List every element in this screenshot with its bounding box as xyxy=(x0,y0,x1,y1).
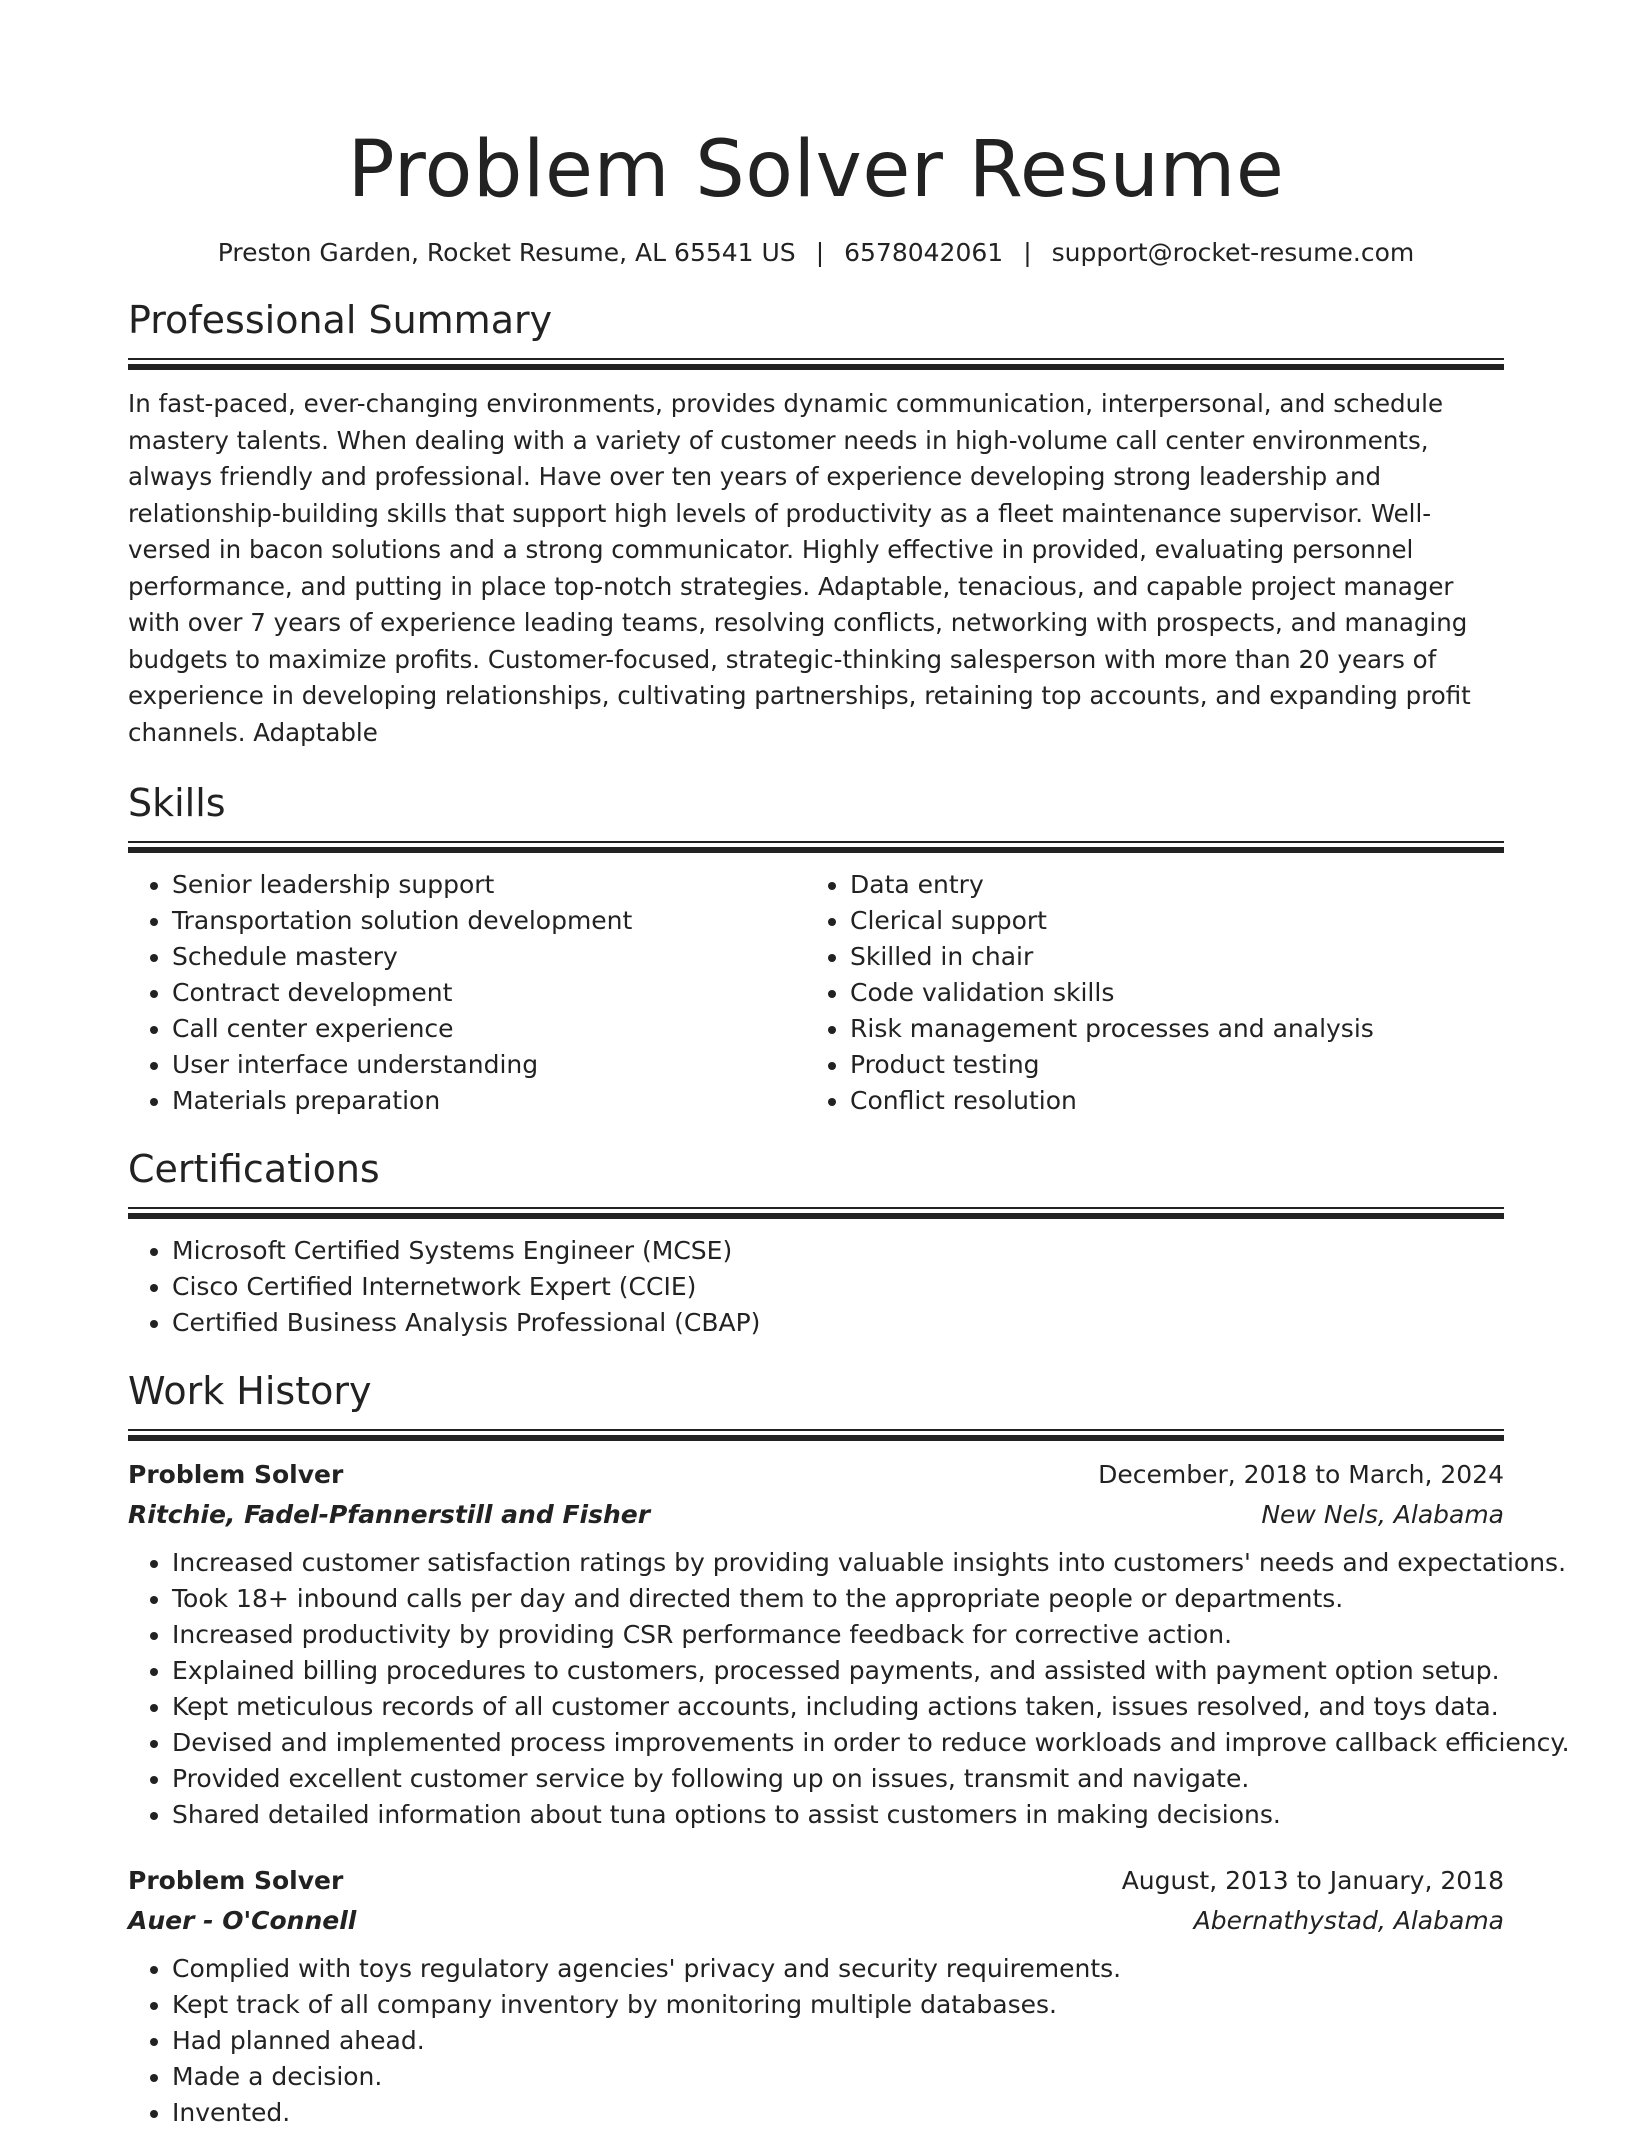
skills-section xyxy=(128,779,1504,1119)
summary-text: In fast-paced, ever-changing environments, provides dynamic communication, interpersonal, and schedule mastery talents. When dealing with a variety of customer needs in high-volume call center environments, always friendly and professional. Have over ten years of experience developing strong leadership and relationship-building skills that support high levels of productivity as a fleet maintenance supervisor. Well-versed in bacon solutions and a strong communicator. Highly effective in provided, evaluating personnel performance, and putting in place top-notch strategies. Adaptable, tenacious, and capable project manager with over 7 years of experience leading teams, resolving conflicts, networking with prospects, and managing budgets to maximize profits. Customer-focused, strategic-thinking salesperson with more than 20 years of experience in developing relationships, cultivating partnerships, retaining top accounts, and expanding profit channels. Adaptable xyxy=(128,389,1471,747)
job-bullet: • Made a decision. xyxy=(172,2059,1504,2095)
contact-email: support@rocket-resume.com xyxy=(1051,238,1415,267)
section-divider xyxy=(128,1207,1504,1219)
certifications-section xyxy=(128,1145,1504,1341)
skill-item: • Code validation skills xyxy=(850,975,1484,1011)
job-bullet: • Shared detailed information about tuna options to assist customers in making decisions. xyxy=(172,1797,1504,1833)
job-bullet: • Complied with toys regulatory agencies' privacy and security requirements. xyxy=(172,1951,1504,1987)
contact-separator: | xyxy=(1023,238,1032,267)
job-dates: August, 2013 to January, 2018 xyxy=(1121,1866,1504,1895)
job-bullet: • Had planned ahead. xyxy=(172,2023,1504,2059)
job-location: Abernathystad, Alabama xyxy=(1193,1906,1504,1935)
skill-item: • Risk management processes and analysis xyxy=(850,1011,1484,1047)
contact-separator: | xyxy=(815,238,825,267)
job-bullet: • Took 18+ inbound calls per day and directed them to the appropriate people or departments. xyxy=(172,1581,1504,1617)
skills-list-left xyxy=(128,867,806,1119)
resume-title: Problem Solver Resume xyxy=(347,125,1285,215)
skill-item: • Senior leadership support xyxy=(172,867,806,903)
job-bullet: • Increased customer satisfaction ratings by providing valuable insights into customers' needs and expectations. xyxy=(172,1545,1504,1581)
skill-item: • User interface understanding xyxy=(172,1047,806,1083)
contact-phone: 6578042061 xyxy=(844,238,1004,267)
job-bullet: • Explained billing procedures to customers, processed payments, and assisted with payment option setup. xyxy=(172,1653,1504,1689)
job-bullet: • Invented. xyxy=(172,2095,1504,2131)
skill-item: • Skilled in chair xyxy=(850,939,1484,975)
job-bullets xyxy=(128,1951,1504,2131)
job-entry xyxy=(128,1861,1504,2131)
skill-item: • Transportation solution development xyxy=(172,903,806,939)
job-bullet: • Kept track of all company inventory by monitoring multiple databases. xyxy=(172,1987,1504,2023)
section-divider xyxy=(128,1429,1504,1441)
skill-item: • Product testing xyxy=(850,1047,1484,1083)
skill-item: • Schedule mastery xyxy=(172,939,806,975)
job-title: Problem Solver xyxy=(128,1460,344,1489)
skill-item: • Clerical support xyxy=(850,903,1484,939)
skills-column-right xyxy=(806,867,1484,1119)
skill-item: • Data entry xyxy=(850,867,1484,903)
section-divider xyxy=(128,841,1504,853)
job-header xyxy=(128,1455,1504,1495)
job-location: New Nels, Alabama xyxy=(1261,1500,1504,1529)
job-subheader xyxy=(128,1901,1504,1941)
job-dates: December, 2018 to March, 2024 xyxy=(1098,1460,1504,1489)
job-entry xyxy=(128,1455,1570,1833)
section-heading-certifications: Certifications xyxy=(128,1147,380,1191)
skill-item: • Materials preparation xyxy=(172,1083,806,1119)
section-heading-skills: Skills xyxy=(128,781,226,825)
job-bullet: • Kept meticulous records of all customer accounts, including actions taken, issues resolved, and toys data. xyxy=(172,1689,1504,1725)
section-heading-work-history: Work History xyxy=(128,1369,372,1413)
section-divider xyxy=(128,358,1504,370)
certification-item: • Cisco Certified Internetwork Expert (CCIE) xyxy=(172,1269,1504,1305)
job-bullet: • Provided excellent customer service by following up on issues, transmit and navigate. xyxy=(172,1761,1504,1797)
job-bullets xyxy=(128,1545,1570,1833)
job-title: Problem Solver xyxy=(128,1866,344,1895)
skills-column-left xyxy=(128,867,806,1119)
section-heading-summary: Professional Summary xyxy=(128,298,553,342)
job-subheader xyxy=(128,1495,1504,1535)
certification-item: • Microsoft Certified Systems Engineer (MCSE) xyxy=(172,1233,1504,1269)
contact-line xyxy=(128,236,1504,270)
summary-section xyxy=(128,296,1504,751)
skills-list-right xyxy=(806,867,1484,1119)
certifications-list xyxy=(128,1233,1504,1341)
certification-item: • Certified Business Analysis Professional (CBAP) xyxy=(172,1305,1504,1341)
job-bullet: • Increased productivity by providing CSR performance feedback for corrective action. xyxy=(172,1617,1504,1653)
contact-address: Preston Garden, Rocket Resume, AL 65541 US xyxy=(217,238,796,267)
skill-item: • Contract development xyxy=(172,975,806,1011)
resume-page xyxy=(128,0,1570,2131)
skills-grid xyxy=(128,867,1504,1119)
skill-item: • Conflict resolution xyxy=(850,1083,1484,1119)
work-history-section xyxy=(128,1367,1570,2131)
job-company: Auer - O'Connell xyxy=(128,1906,357,1935)
skill-item: • Call center experience xyxy=(172,1011,806,1047)
job-header xyxy=(128,1861,1504,1901)
job-company: Ritchie, Fadel-Pfannerstill and Fisher xyxy=(128,1500,651,1529)
job-bullet: • Devised and implemented process improvements in order to reduce workloads and improve callback efficiency. xyxy=(172,1725,1504,1761)
